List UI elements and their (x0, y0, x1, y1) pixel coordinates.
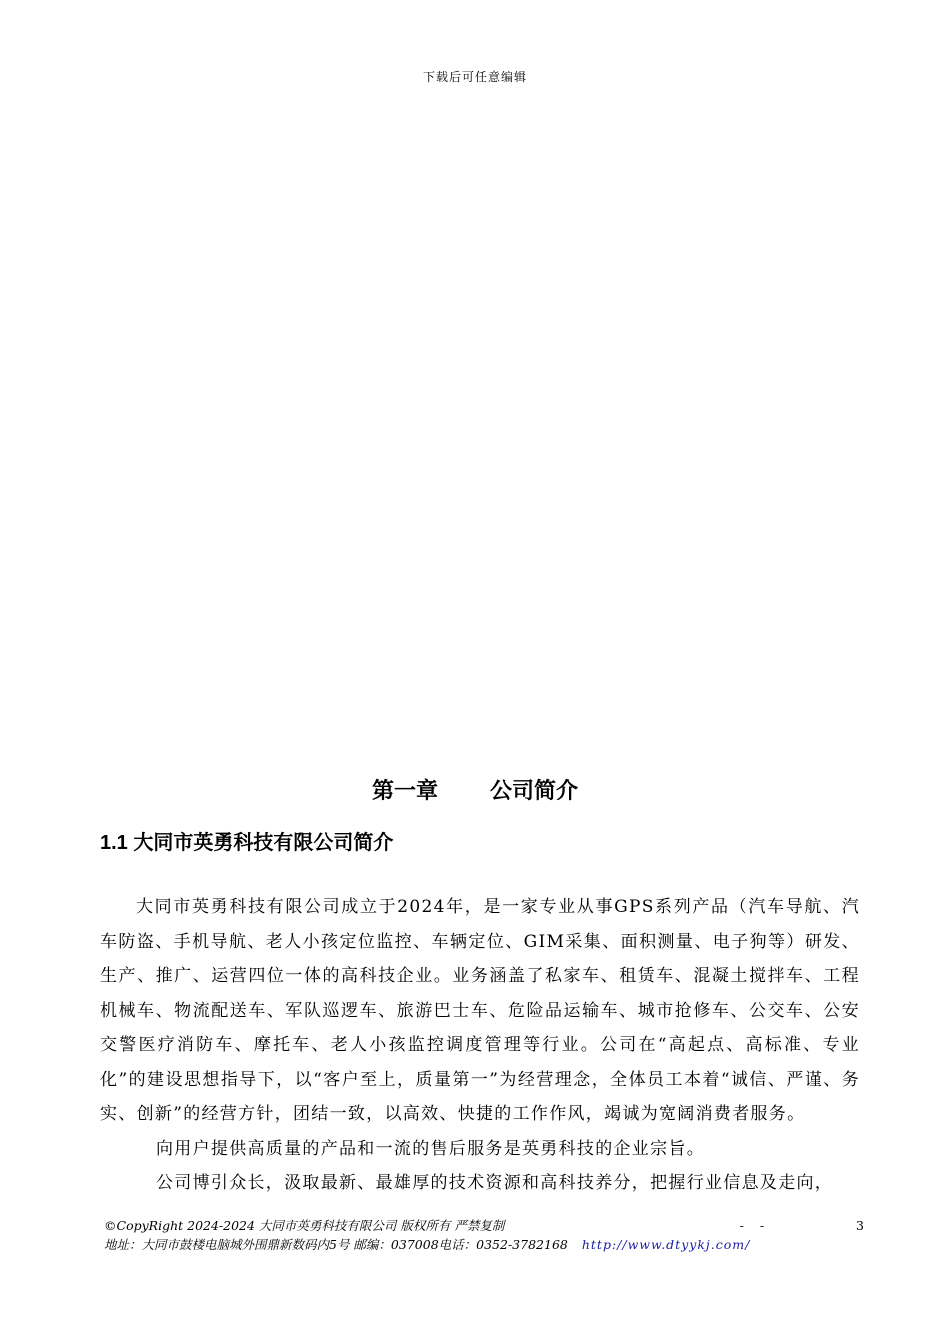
paragraph-mission: 向用户提供高质量的产品和一流的售后服务是英勇科技的企业宗旨。 (156, 1138, 705, 1159)
paragraph-intro: 大同市英勇科技有限公司成立于2024年，是一家专业从事GPS系列产品（汽车导航、汽车防盗、手机导航、老人小孩定位监控、车辆定位、GIM采集、面积测量、电子狗等）研发、生产、推广、运营四位一体的高科技企业。业务涵盖了私家车、租赁车、混凝土搅拌车、工程机械车、物流配送车、军队巡逻车、旅游巴士车、危险品运输车、城市抢修车、公交车、公安交警医疗消防车、摩托车、老人小孩监控调度管理等行业。公司在“高起点、高标准、专业化”的建设思想指导下，以“客户至上，质量第一”为经营理念，全体员工本着“诚信、严谨、务实、创新”的经营方针，团结一致，以高效、快捷的工作作风，竭诚为宽阔消费者服务。 (100, 897, 860, 1124)
chapter-heading (0, 774, 950, 805)
chapter-title: 公司简介 (490, 779, 579, 804)
page-number: 3 (856, 1218, 864, 1233)
footer-address: 地址：大同市鼓楼电脑城外围鼎新数码内5号 邮编：037008电话：0352-3782168 (104, 1237, 568, 1252)
footer-dashes: - - (739, 1218, 771, 1233)
header-note: 下载后可任意编辑 (422, 70, 527, 84)
body-text (100, 890, 860, 1201)
paragraph-strategy: 公司博引众长，汲取最新、最雄厚的技术资源和高科技养分，把握行业信息及走向， (156, 1173, 834, 1193)
footer-line-address (104, 1235, 864, 1254)
footer-url-link[interactable]: http://www.dtyykj.com/ (581, 1237, 751, 1252)
section-heading: 1.1 大同市英勇科技有限公司简介 (100, 832, 394, 854)
footer-copyright: ©CopyRight 2024-2024 大同市英勇科技有限公司 版权所有 严禁复制 (104, 1218, 505, 1233)
chapter-number: 第一章 (371, 779, 438, 804)
page-footer (104, 1216, 864, 1254)
footer-line-copyright (104, 1216, 864, 1235)
